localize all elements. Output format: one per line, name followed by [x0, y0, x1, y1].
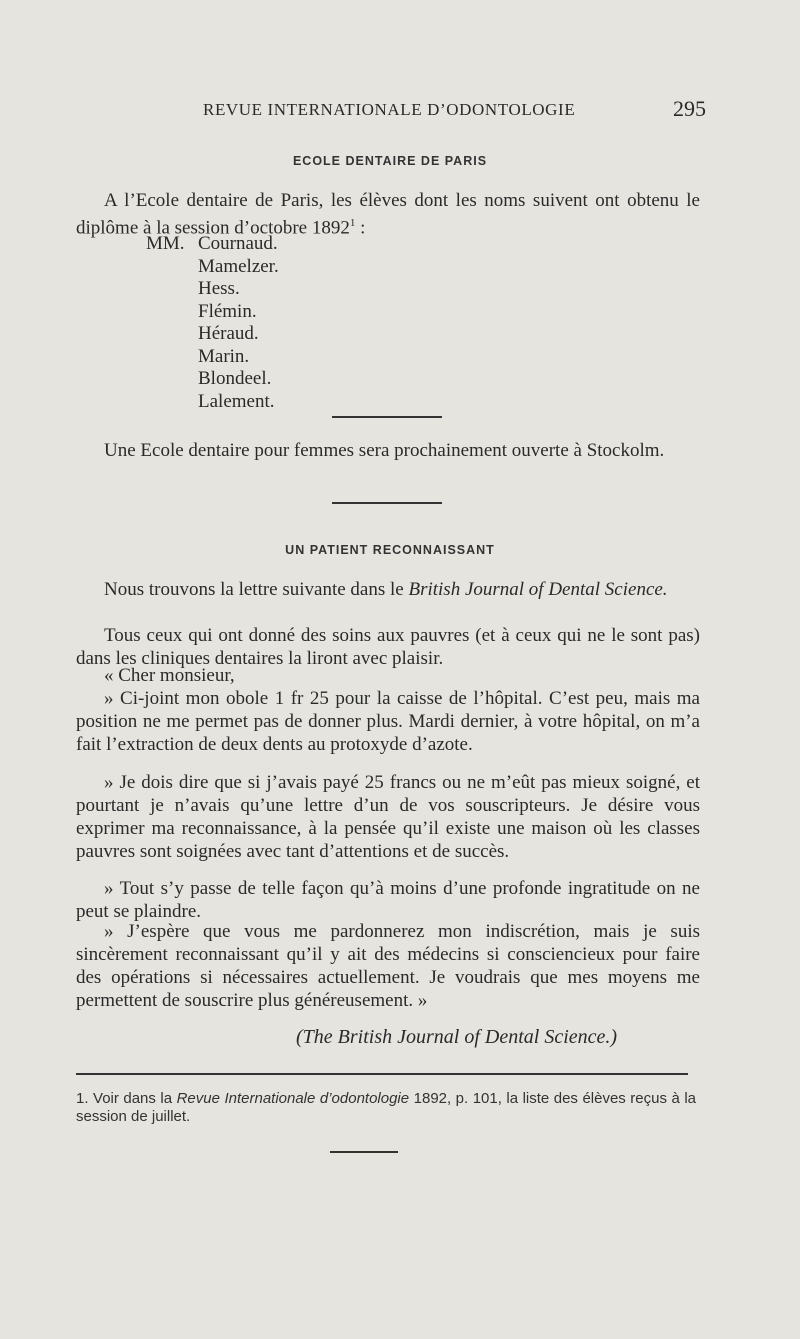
source-signature: (The British Journal of Dental Science.) — [296, 1026, 618, 1048]
letter-paragraph-3: » Tout s’y passe de telle façon qu’à moins d’une profonde ingratitude on ne peut se plaindre. — [76, 878, 700, 922]
letter-paragraph-2: » Je dois dire que si j’avais payé 25 francs ou ne m’eût pas mieux soigné, et pourtant je n’avais qu’une lettre d’un de vos souscripteurs. Je désire vous exprimer ma reconnaissance, à la pensée qu’il existe une maison où les classes pauvres sont soignées avec tant d’attentions et de succès. — [76, 772, 700, 862]
graduate-name: Mamelzer. — [198, 255, 279, 277]
letter-paragraph-1: » Ci-joint mon obole 1 fr 25 pour la caisse de l’hôpital. C’est peu, mais ma position ne me permet pas de donner plus. Mardi dernier, à votre hôpital, on m’a fait l’extraction de deux dents au protoxyde d’azote. — [76, 688, 700, 755]
intro-text: A l’Ecole dentaire de Paris, les élèves dont les noms suivent ont obtenu le diplôme à la session d’octobre 1892 — [76, 190, 700, 239]
announcement-paragraph: Une Ecole dentaire pour femmes sera prochainement ouverte à Stockolm. — [104, 440, 665, 461]
section-divider — [332, 502, 442, 504]
graduate-name: Flémin. — [198, 300, 257, 322]
footnote-text: Voir dans la — [88, 1090, 177, 1107]
journal-title: British Journal of Dental Science. — [408, 579, 668, 600]
letter-salutation: « Cher monsieur, — [104, 665, 235, 686]
footnote-rule — [76, 1073, 688, 1075]
footnote-number: 1. — [76, 1090, 89, 1107]
graduate-list — [146, 233, 279, 413]
graduate-name: Lalement. — [198, 390, 275, 412]
footnote-journal: Revue Internationale d’odontologie — [176, 1090, 410, 1107]
end-divider — [330, 1151, 398, 1153]
graduate-name: Cournaud. — [198, 233, 278, 254]
intro-paragraph — [76, 189, 700, 239]
letter-intro-text: Nous trouvons la lettre suivante dans le — [104, 579, 409, 600]
names-prefix: MM. — [146, 233, 185, 254]
page-number: 295 — [673, 96, 706, 121]
graduate-name: Marin. — [198, 345, 250, 367]
footnote — [76, 1090, 696, 1126]
footnote-text-end: 1892, p. 101, la liste des élèves reçus à la session de juillet. — [76, 1090, 697, 1125]
paragraph-readers: Tous ceux qui ont donné des soins aux pauvres (et à ceux qui ne le sont pas) dans les cliniques dentaires la liront avec plaisir. — [76, 625, 700, 669]
footnote-ref: 1 — [349, 217, 356, 229]
section-divider — [332, 416, 442, 418]
letter-paragraph-4: » J’espère que vous me pardonnerez mon indiscrétion, mais je suis sincèrement reconnaissant qu’il y ait des médecins si consciencieux pour faire des opérations si nécessaires actuellement. Je voudrais que mes moyens me permettent de souscrire plus généreusement. » — [76, 921, 700, 1011]
graduate-name: Héraud. — [198, 323, 259, 344]
intro-end: : — [355, 217, 366, 239]
section-title-patient: UN PATIENT RECONNAISSANT — [285, 543, 495, 557]
graduate-name: Blondeel. — [198, 368, 272, 389]
running-title: REVUE INTERNATIONALE D’ODONTOLOGIE — [203, 100, 576, 119]
letter-intro-paragraph — [76, 578, 700, 601]
page-header — [78, 96, 706, 126]
section-title-ecole: ECOLE DENTAIRE DE PARIS — [292, 154, 488, 168]
graduate-name: Hess. — [198, 278, 240, 299]
